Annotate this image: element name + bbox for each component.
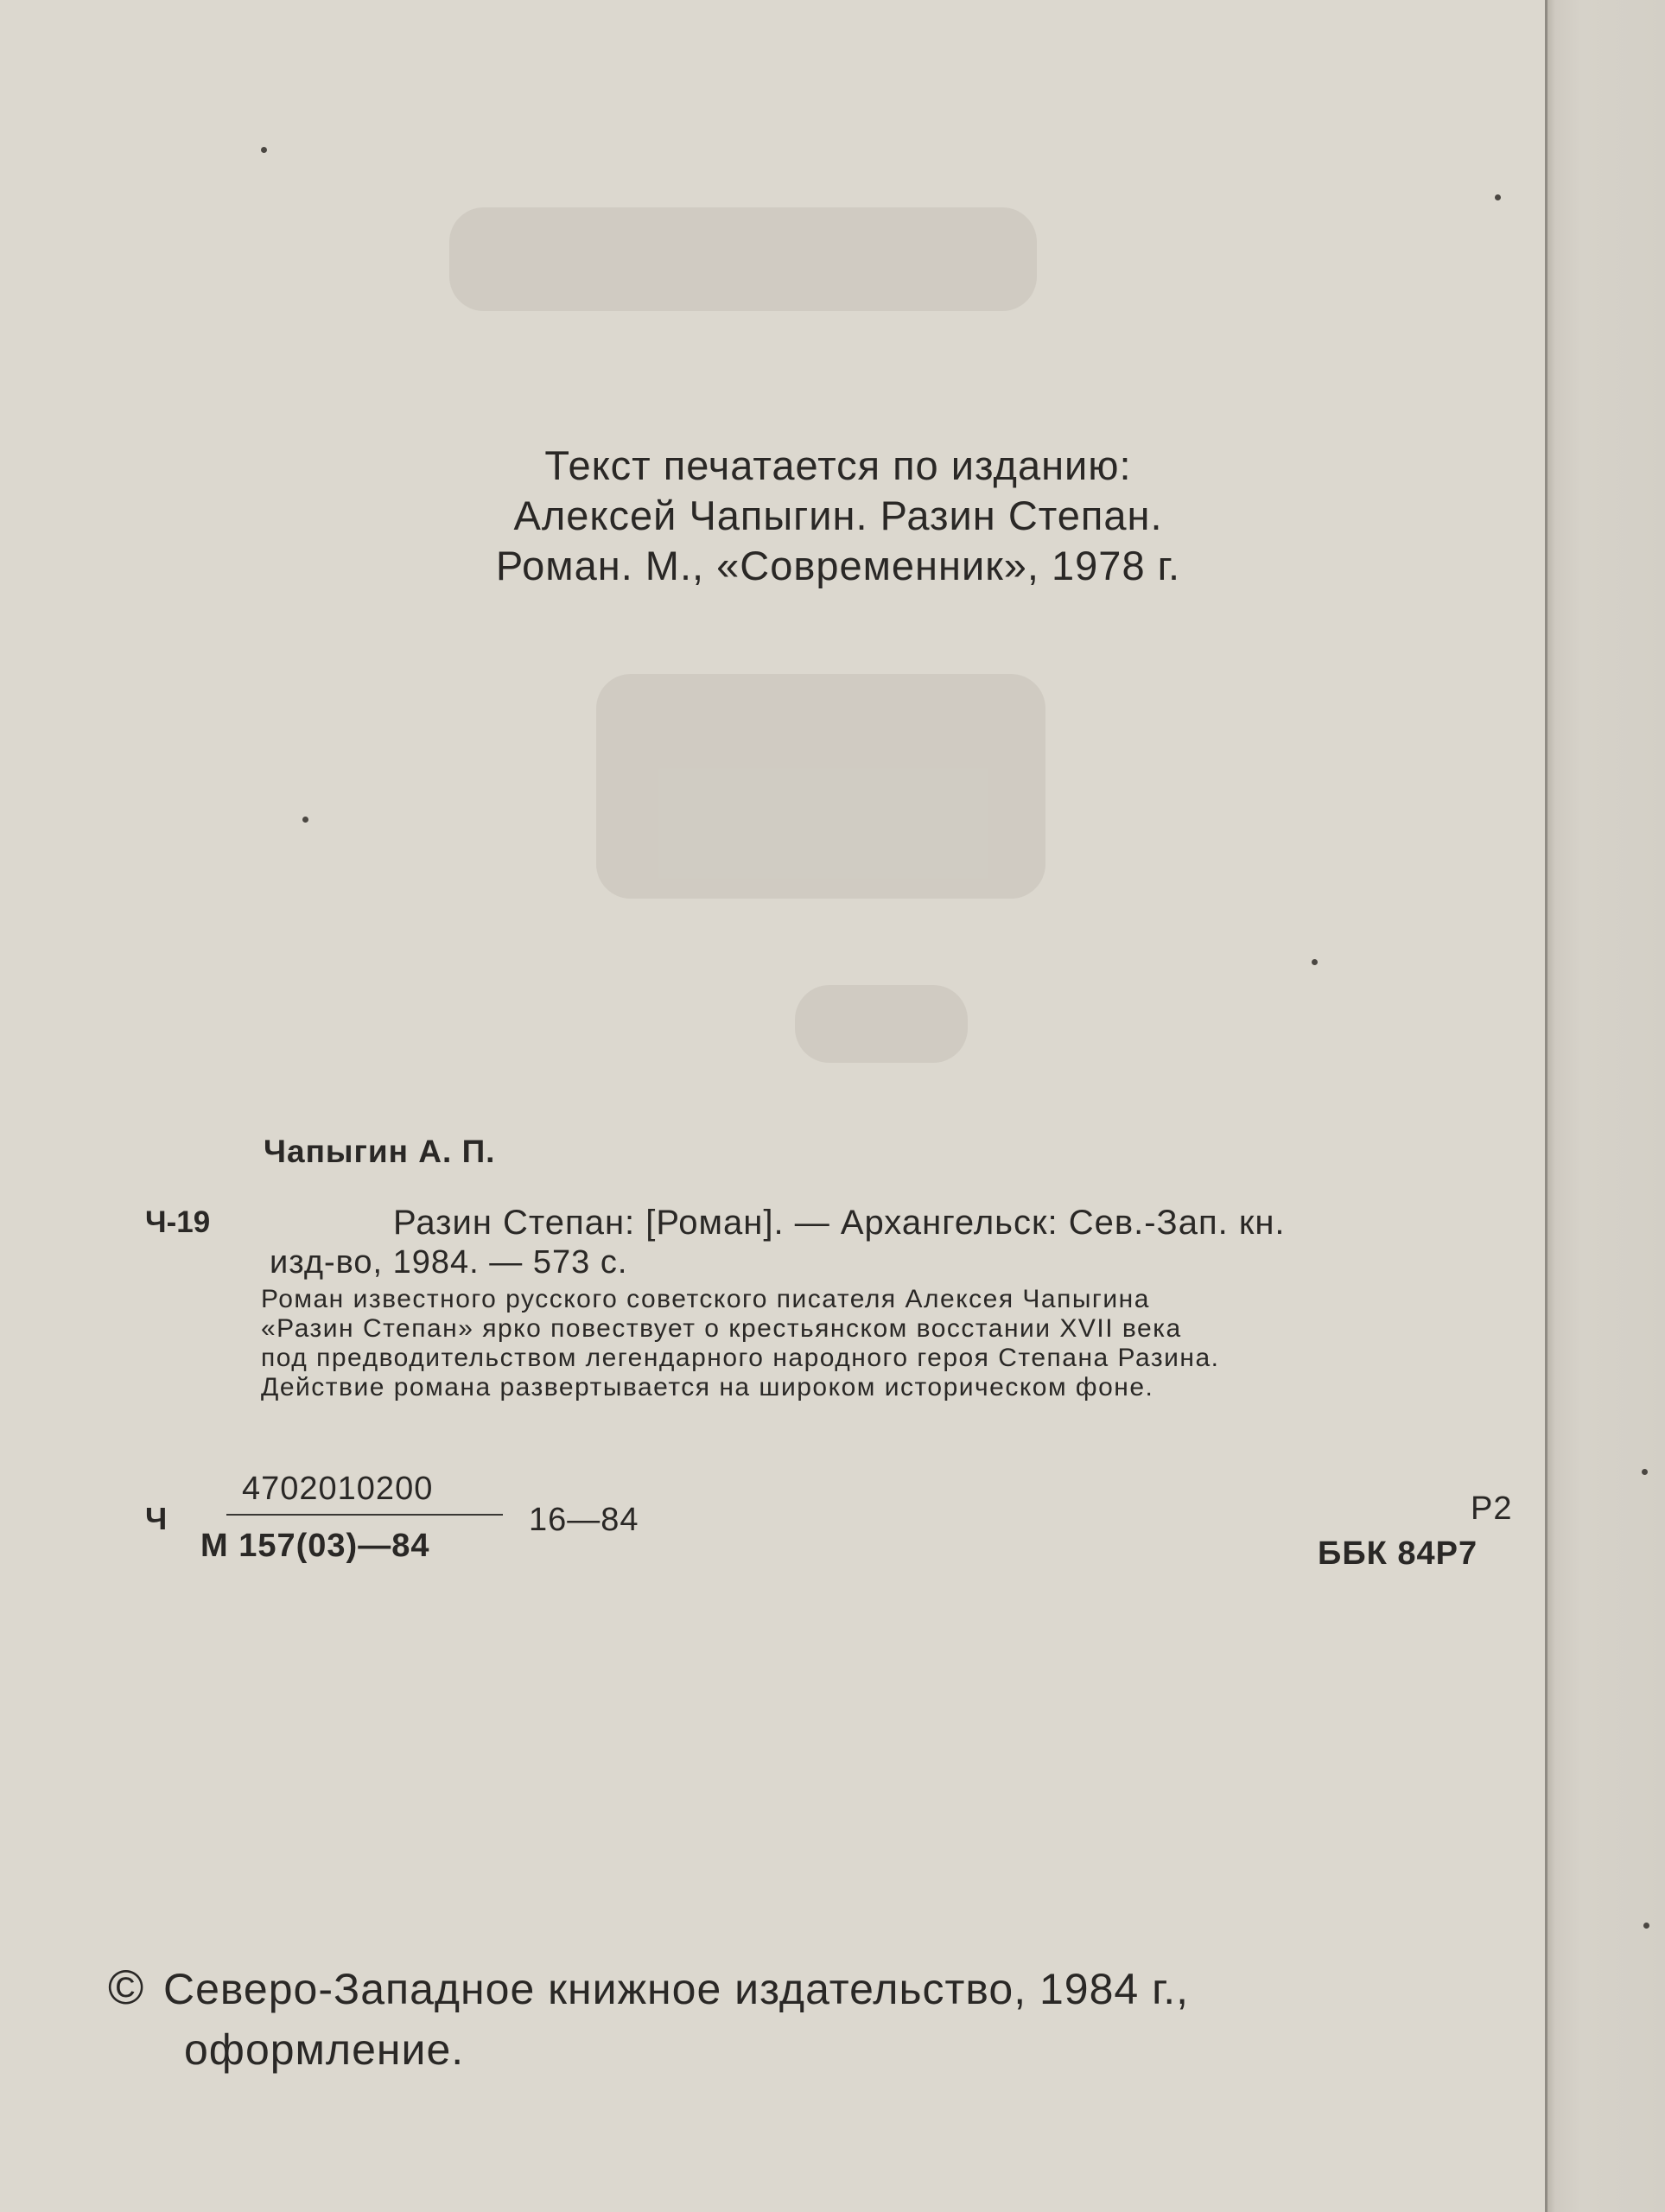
copyright-line: оформление. — [184, 2025, 465, 2074]
class-code: Ч-19 — [145, 1205, 211, 1239]
index-letter: Ч — [145, 1501, 168, 1536]
annotation — [261, 1285, 1509, 1402]
author-heading: Чапыгин А. П. — [264, 1134, 496, 1169]
index-numerator: 4702010200 — [242, 1471, 434, 1507]
annotation-line: Действие романа развертывается на широком историческом фоне. — [261, 1373, 1154, 1402]
index-denominator: М 157(03)—84 — [200, 1528, 430, 1564]
copyright-text: Северо-Западное книжное издательство, 1984 г., — [163, 1965, 1190, 2013]
annotation-line: под предводительством легендарного народного героя Степана Разина. — [261, 1344, 1220, 1372]
index-fraction-rule — [226, 1514, 503, 1516]
bbk-code: ББК 84Р7 — [1318, 1535, 1478, 1572]
bibliographic-line: изд-во, 1984. — 573 с. — [270, 1244, 628, 1281]
edition-note-line: Роман. М., «Современник», 1978 г. — [495, 543, 1181, 588]
annotation-line: Роман известного русского советского писателя Алексея Чапыгина — [261, 1285, 1150, 1313]
bbk-class: Р2 — [1471, 1491, 1513, 1527]
bibliographic-line: Разин Степан: [Роман]. — Архангельск: Сев.-Зап. кн. — [393, 1204, 1286, 1242]
page-gutter — [1547, 0, 1665, 2212]
edition-note-line: Алексей Чапыгин. Разин Степан. — [513, 493, 1163, 538]
paper-speck — [1642, 1469, 1648, 1475]
edition-note-line: Текст печатается по изданию: — [544, 442, 1132, 488]
copyright-line — [108, 1957, 1456, 2019]
copyright-symbol: © — [108, 1960, 145, 2014]
paper-speck — [1643, 1923, 1649, 1929]
index-suffix: 16—84 — [529, 1502, 639, 1538]
copyright-notice — [108, 1957, 1456, 2080]
annotation-line: «Разин Степан» ярко повествует о крестьянском восстании XVII века — [261, 1314, 1182, 1343]
